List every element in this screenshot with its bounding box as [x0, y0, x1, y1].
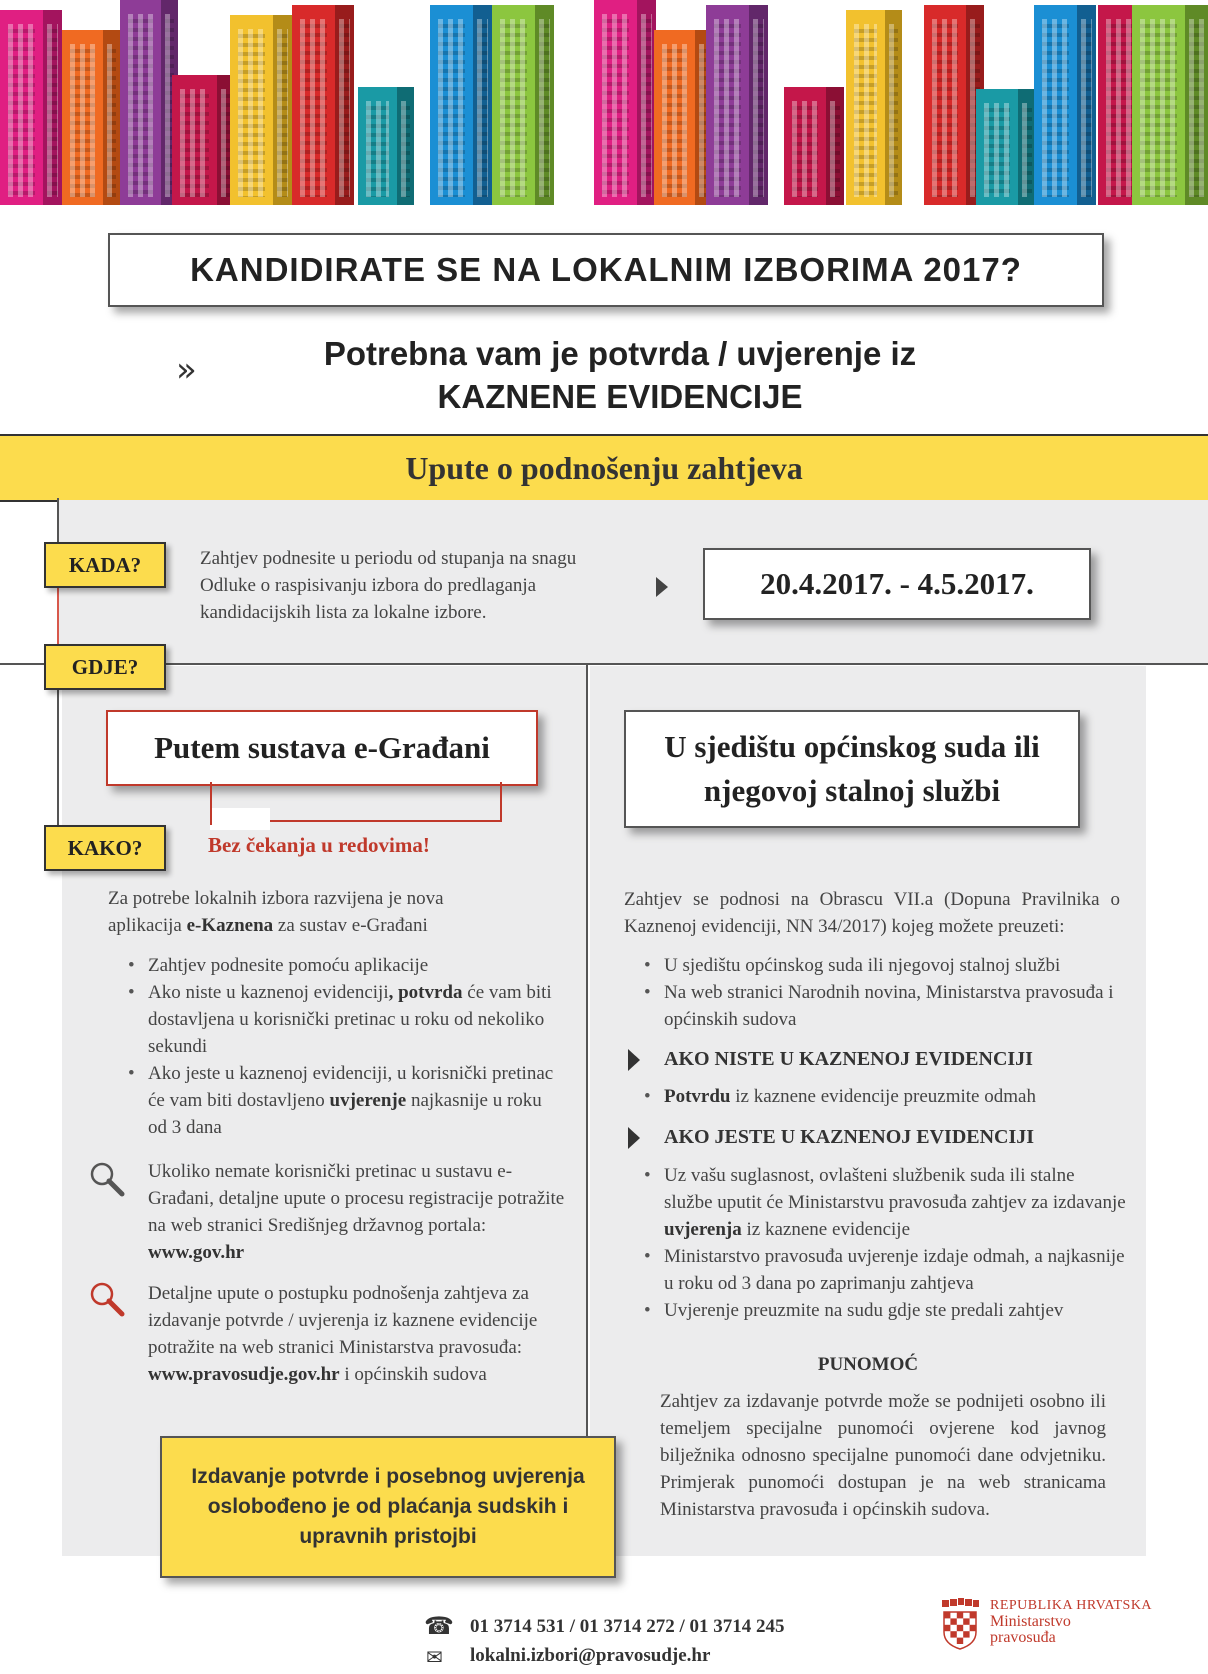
building — [706, 5, 768, 205]
search-tip-1: Ukoliko nemate korisnički pretinac u sustavu e-Građani, detaljne upute o procesu registracije potražite na web stranici Središnjeg državnog portala: www.gov.hr — [148, 1161, 565, 1263]
arrow-right-icon — [626, 1126, 642, 1150]
no-queue-note: Bez čekanja u redovima! — [208, 833, 430, 857]
main-title: KANDIDIRATE SE NA LOKALNIM IZBORIMA 2017? — [108, 233, 1104, 307]
punomoc-title: PUNOMOĆ — [817, 1354, 919, 1375]
free-of-charge-box: Izdavanje potvrde i posebnog uvjerenja oslobođeno je od plaćanja sudskih i upravnih pristojbi — [160, 1436, 616, 1578]
building — [1132, 5, 1208, 205]
phone-icon: ☎ — [424, 1612, 454, 1640]
magnifier-icon — [88, 1160, 128, 1200]
building — [492, 5, 554, 205]
e-gradani-card: Putem sustava e-Građani — [106, 710, 538, 786]
building — [924, 5, 984, 205]
right-intro: Zahtjev se podnosi na Obrascu VII.a (Dopuna Pravilnika o Kaznenoj evidenciji, NN 34/2017) kojeg možete preuzeti: — [624, 889, 1120, 937]
arrow-right-icon — [654, 576, 670, 598]
list-item: • Ako niste u kaznenoj evidenciji, potvrda će vam biti dostavljena u korisnički pretinac u roku od nekoliko sekundi — [124, 979, 564, 1060]
gdje-divider — [0, 663, 1208, 665]
list-item: • Uvjerenje preuzmite na sudu gdje ste predali zahtjev — [640, 1297, 1126, 1324]
right-bullets — [640, 952, 1120, 1033]
building — [654, 30, 712, 205]
section-in-record: AKO JESTE U KAZNENOJ EVIDENCIJI — [664, 1126, 1035, 1148]
date-range-box: 20.4.2017. - 4.5.2017. — [703, 548, 1091, 620]
court-card: U sjedištu općinskog suda ili njegovoj stalnoj službi — [624, 710, 1080, 828]
building — [120, 0, 178, 205]
section-not-in-record: AKO NISTE U KAZNENOJ EVIDENCIJI — [664, 1048, 1033, 1070]
building — [784, 87, 844, 205]
building — [0, 10, 62, 205]
list-item: • Ako jeste u kaznenoj evidenciji, u korisnički pretinac će vam biti dostavljeno uvjerenje najkasnije u roku od 3 dana — [124, 1060, 564, 1141]
subtitle-line1: Potrebna vam je potvrda / uvjerenje iz — [323, 335, 917, 372]
connector-left — [210, 783, 212, 825]
kada-tag: KADA? — [44, 542, 166, 588]
list-item: • Uz vašu suglasnost, ovlašteni službenik suda ili stalne službe uputit će Ministarstvu pravosuđa zahtjev za izdavanje uvjerenja iz kaznene evidencije — [640, 1162, 1126, 1243]
list-item: • Zahtjev podnesite pomoću aplikacije — [124, 952, 564, 979]
building — [976, 89, 1036, 205]
left-bullets — [124, 952, 564, 1141]
building — [62, 30, 120, 205]
building — [172, 75, 236, 205]
search-tip-2: Detaljne upute o postupku podnošenja zahtjeva za izdavanje potvrde / uvjerenja iz kaznene evidencije potražite na web stranici Ministarstva pravosuđa: www.pravosudje.gov.hr i općinskih sudova — [148, 1283, 538, 1385]
punomoc-text: Zahtjev za izdavanje potvrde može se podnijeti osobno ili temeljem specijalne punomoći ovjerene kod javnog bilježnika odnosno specijalne punomoći dane odvjetniku. Primjerak punomoći dostupan je na web stranicama Ministarstva pravosuđa i općinskih sudova. — [660, 1391, 1106, 1520]
building — [292, 5, 354, 205]
subtitle-line2: KAZNENE EVIDENCIJE — [437, 378, 803, 415]
arrow-right-icon — [626, 1048, 642, 1072]
kada-text: Zahtjev podnesite u periodu od stupanja na snagu Odluke o raspisivanju izbora do predlaganja kandidacijskih lista za lokalne izbore. — [200, 548, 577, 623]
double-chevron-icon: » — [176, 350, 197, 390]
building — [430, 5, 492, 205]
not-in-record-bullets — [640, 1083, 1120, 1110]
buildings-banner — [0, 0, 1208, 205]
list-item: • U sjedištu općinskog suda ili njegovoj stalnoj službi — [640, 952, 1120, 979]
building — [846, 10, 902, 205]
instructions-bar: Upute o podnošenju zahtjeva — [0, 434, 1208, 502]
email-address: lokalni.izbori@pravosudje.hr — [470, 1645, 711, 1666]
kako-tag: KAKO? — [44, 825, 166, 871]
building — [230, 15, 292, 205]
building — [1034, 5, 1096, 205]
building — [594, 0, 656, 205]
mail-icon: ✉ — [426, 1645, 443, 1669]
ministry-logo-text: REPUBLIKA HRVATSKA Ministarstvo pravosuđa — [990, 1598, 1153, 1646]
phone-numbers: 01 3714 531 / 01 3714 272 / 01 3714 245 — [470, 1616, 785, 1637]
in-record-bullets — [640, 1162, 1126, 1324]
gdje-tag: GDJE? — [44, 644, 166, 690]
connector-mask — [210, 808, 270, 830]
list-item: • Ministarstvo pravosuđa uvjerenje izdaje odmah, a najkasnije u roku od 3 dana po zaprimanju zahtjeva — [640, 1243, 1126, 1297]
magnifier-red-icon — [88, 1280, 128, 1320]
column-divider — [586, 665, 588, 1445]
building — [358, 87, 414, 205]
croatian-coat-of-arms-icon — [940, 1598, 980, 1650]
list-item: • Na web stranici Narodnih novina, Ministarstva pravosuđa i općinskih sudova — [640, 979, 1120, 1033]
list-item: • Potvrdu iz kaznene evidencije preuzmite odmah — [640, 1083, 1120, 1110]
left-intro: Za potrebe lokalnih izbora razvijena je nova aplikacija e-Kaznena za sustav e-Građani — [108, 888, 444, 936]
